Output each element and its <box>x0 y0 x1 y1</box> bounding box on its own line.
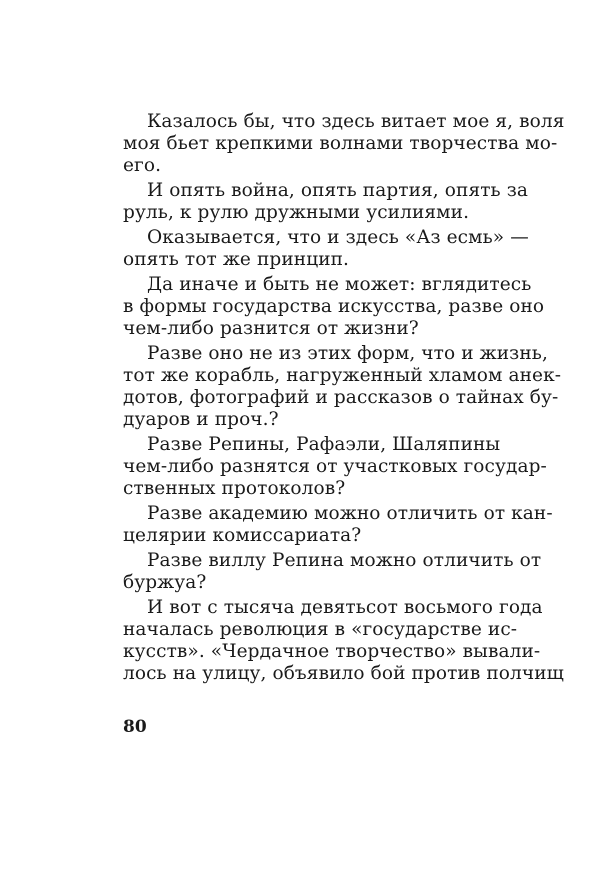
page-body-text <box>123 111 565 685</box>
paragraph-3 <box>123 227 529 271</box>
paragraph-7 <box>123 503 553 547</box>
text-line: дотов, фотографий и рассказов о тайнах бу- <box>123 387 559 408</box>
text-line: И опять война, опять партия, опять за <box>147 180 529 201</box>
paragraph-6 <box>123 434 547 500</box>
text-line: в формы государства искусства, разве оно <box>123 296 545 317</box>
text-line: целярии комиссариата? <box>123 525 362 546</box>
text-line: дуаров и проч.? <box>123 409 279 430</box>
text-line: Казалось бы, что здесь витает мое я, воля <box>147 111 565 132</box>
text-line: Да иначе и быть не может: вглядитесь <box>147 274 532 295</box>
paragraph-1 <box>123 111 565 177</box>
paragraph-9 <box>123 597 564 685</box>
paragraph-8 <box>123 550 542 594</box>
text-line: руль, к рулю дружными усилиями. <box>123 202 470 223</box>
text-line: чем-либо разнится от жизни? <box>123 318 419 339</box>
text-line: моя бьет крепкими волнами творчества мо- <box>123 133 558 154</box>
text-line: началась революция в «государстве ис- <box>123 619 518 640</box>
text-line: Разве Репины, Рафаэли, Шаляпины <box>147 434 501 455</box>
text-line: ственных протоколов? <box>123 478 346 499</box>
text-line: Разве академию можно отличить от кан- <box>147 503 553 524</box>
text-line: Разве оно не из этих форм, что и жизнь, <box>147 343 548 364</box>
text-line: Оказывается, что и здесь «Аз есмь» — <box>147 227 529 248</box>
text-line: И вот с тысяча девятьсот восьмого года <box>147 597 543 618</box>
text-line: опять тот же принцип. <box>123 249 350 270</box>
text-line: кусств». «Чердачное творчество» вывали- <box>123 641 541 662</box>
paragraph-2 <box>123 180 529 224</box>
text-line: буржуа? <box>123 572 207 593</box>
text-line: Разве виллу Репина можно отличить от <box>147 550 542 571</box>
page-number: 80 <box>123 717 147 737</box>
text-line: чем-либо разнятся от участковых государ- <box>123 456 547 477</box>
text-line: его. <box>123 155 162 176</box>
text-line: лось на улицу, объявило бой против полчищ <box>123 663 564 684</box>
paragraph-5 <box>123 343 562 431</box>
text-line: тот же корабль, нагруженный хламом анек- <box>123 365 562 386</box>
paragraph-4 <box>123 274 545 340</box>
